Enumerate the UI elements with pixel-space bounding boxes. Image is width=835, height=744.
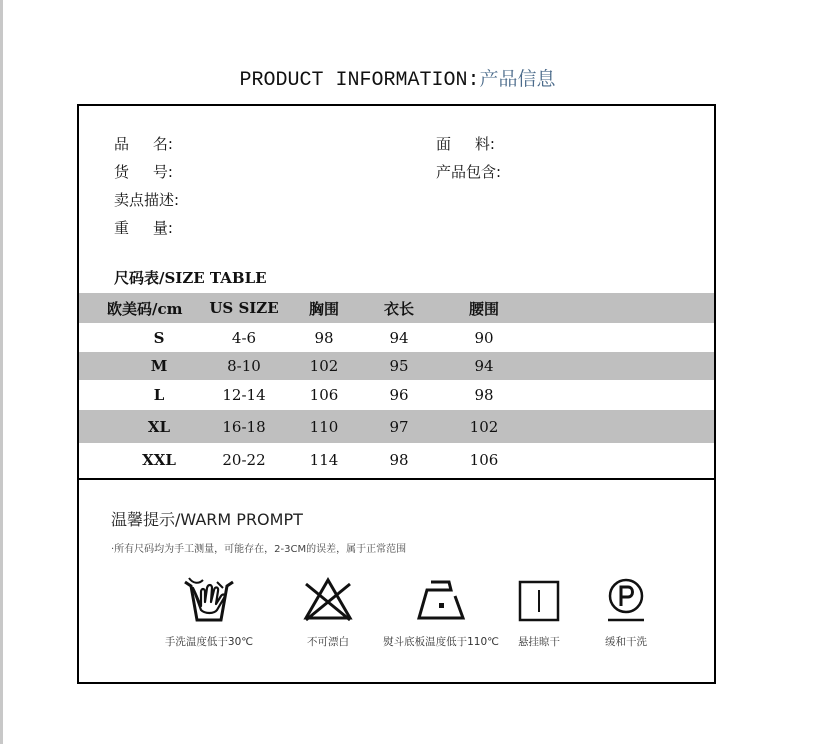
waist-cell: 106 (469, 451, 499, 469)
iron-low-icon (413, 576, 469, 624)
care-label: 手洗温度低于30℃ (164, 636, 254, 648)
us-size-cell: 8-10 (227, 357, 261, 375)
us-size-cell: 12-14 (222, 386, 266, 404)
column-header-waist: 腰围 (468, 299, 499, 318)
length-cell: 98 (389, 451, 409, 469)
care-label: 缓和干洗 (605, 636, 647, 648)
column-header-eu-size: 欧美码/cm (107, 299, 183, 318)
product-info-card (77, 104, 716, 684)
care-item-hand-wash (149, 576, 269, 649)
length-cell: 95 (389, 357, 409, 375)
size-cell: L (153, 386, 165, 404)
title-english: PRODUCT INFORMATION: (239, 69, 480, 92)
column-header-us-size: US SIZE (209, 299, 279, 317)
item-number-label: 货 号: (114, 163, 173, 181)
length-cell: 94 (389, 328, 409, 347)
size-cell: S (153, 328, 165, 347)
page-title (0, 64, 795, 92)
length-cell: 96 (389, 386, 409, 404)
care-label: 熨斗底板温度低于110℃ (383, 636, 499, 648)
us-size-cell: 20-22 (222, 451, 266, 469)
title-chinese: 产品信息 (479, 68, 556, 90)
hand-wash-icon (181, 576, 237, 624)
chest-cell: 110 (309, 417, 339, 436)
care-item-gentle-dry-clean (566, 576, 686, 649)
size-table-title: 尺码表/SIZE TABLE (114, 269, 267, 287)
hang-dry-icon (511, 576, 567, 624)
size-table-header (79, 293, 714, 323)
size-cell: M (150, 357, 168, 375)
chest-cell: 98 (314, 328, 334, 347)
size-cell: XL (147, 417, 171, 436)
table-row (79, 380, 714, 410)
waist-cell: 90 (474, 328, 494, 347)
package-contents-label: 产品包含: (436, 163, 502, 181)
page-edge-strip (0, 0, 3, 744)
chest-cell: 102 (309, 357, 339, 375)
warm-prompt-note: ·所有尺码均为手工测量，可能存在，2-3CM的误差，属于正常范围 (111, 544, 407, 555)
table-row (79, 443, 714, 477)
gentle-dry-clean-icon (598, 576, 654, 624)
us-size-cell: 4-6 (231, 328, 257, 347)
size-cell: XXL (142, 451, 176, 469)
table-row (79, 410, 714, 443)
length-cell: 97 (389, 417, 409, 436)
waist-cell: 102 (469, 417, 499, 436)
section-divider (79, 478, 714, 480)
weight-label: 重 量: (114, 219, 173, 237)
chest-cell: 106 (309, 386, 339, 404)
table-row (79, 352, 714, 380)
waist-cell: 98 (474, 386, 494, 404)
product-name-label: 品 名: (114, 135, 173, 153)
chest-cell: 114 (309, 451, 339, 469)
selling-points-label: 卖点描述: (114, 191, 180, 209)
warm-prompt-title: 温馨提示/WARM PROMPT (111, 510, 303, 529)
column-header-chest: 胸围 (308, 299, 339, 318)
waist-cell: 94 (474, 357, 494, 375)
column-header-length: 衣长 (383, 299, 414, 318)
material-label: 面 料: (436, 135, 495, 153)
no-bleach-icon (300, 576, 356, 624)
care-label: 悬挂晾干 (518, 636, 560, 648)
care-item-no-bleach (268, 576, 388, 649)
care-label: 不可漂白 (307, 636, 349, 648)
table-row (79, 323, 714, 352)
us-size-cell: 16-18 (222, 417, 266, 436)
